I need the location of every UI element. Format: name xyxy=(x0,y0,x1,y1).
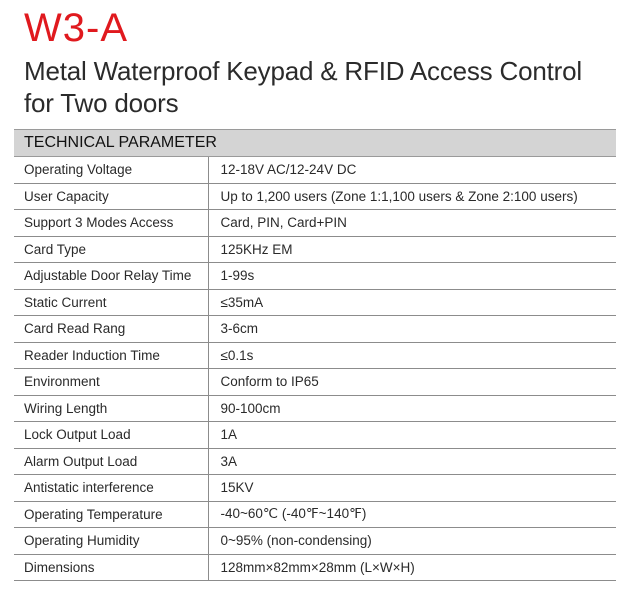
param-name: Adjustable Door Relay Time xyxy=(14,263,208,290)
param-name: Operating Temperature xyxy=(14,501,208,528)
param-value: Card, PIN, Card+PIN xyxy=(208,210,616,237)
param-name: Operating Humidity xyxy=(14,528,208,555)
param-name: Support 3 Modes Access xyxy=(14,210,208,237)
table-row xyxy=(14,316,616,343)
param-name: Antistatic interference xyxy=(14,475,208,502)
table-row xyxy=(14,395,616,422)
table-row xyxy=(14,554,616,581)
param-value: Up to 1,200 users (Zone 1:1,100 users & Zone 2:100 users) xyxy=(208,183,616,210)
table-header-row xyxy=(14,130,616,157)
param-name: Static Current xyxy=(14,289,208,316)
table-row xyxy=(14,448,616,475)
param-name: Reader Induction Time xyxy=(14,342,208,369)
table-row xyxy=(14,369,616,396)
table-row xyxy=(14,289,616,316)
param-value: 1-99s xyxy=(208,263,616,290)
table-row xyxy=(14,422,616,449)
param-name: Wiring Length xyxy=(14,395,208,422)
param-value: 15KV xyxy=(208,475,616,502)
subtitle-line-1: Metal Waterproof Keypad & RFID Access Control xyxy=(24,56,582,86)
table-row xyxy=(14,183,616,210)
table-row xyxy=(14,236,616,263)
table-row xyxy=(14,528,616,555)
param-value: 3-6cm xyxy=(208,316,616,343)
param-value: 0~95% (non-condensing) xyxy=(208,528,616,555)
table-row xyxy=(14,210,616,237)
param-value: 128mm×82mm×28mm (L×W×H) xyxy=(208,554,616,581)
table-row xyxy=(14,263,616,290)
table-heading: TECHNICAL PARAMETER xyxy=(14,130,616,157)
param-value: 3A xyxy=(208,448,616,475)
param-name: Environment xyxy=(14,369,208,396)
param-value: ≤0.1s xyxy=(208,342,616,369)
param-value: Conform to IP65 xyxy=(208,369,616,396)
param-name: Card Type xyxy=(14,236,208,263)
param-name: User Capacity xyxy=(14,183,208,210)
param-value: 125KHz EM xyxy=(208,236,616,263)
table-row xyxy=(14,157,616,184)
table-row xyxy=(14,475,616,502)
table-row xyxy=(14,501,616,528)
param-name: Lock Output Load xyxy=(14,422,208,449)
param-value: -40~60℃ (-40℉~140℉) xyxy=(208,501,616,528)
param-value: 1A xyxy=(208,422,616,449)
product-model-title: W3-A xyxy=(24,6,128,50)
param-name: Operating Voltage xyxy=(14,157,208,184)
technical-parameter-table xyxy=(14,129,616,581)
param-name: Alarm Output Load xyxy=(14,448,208,475)
param-value: 12-18V AC/12-24V DC xyxy=(208,157,616,184)
param-value: 90-100cm xyxy=(208,395,616,422)
param-name: Dimensions xyxy=(14,554,208,581)
param-value: ≤35mA xyxy=(208,289,616,316)
subtitle-line-2: for Two doors xyxy=(24,88,179,118)
product-subtitle xyxy=(24,55,624,119)
param-name: Card Read Rang xyxy=(14,316,208,343)
table-row xyxy=(14,342,616,369)
